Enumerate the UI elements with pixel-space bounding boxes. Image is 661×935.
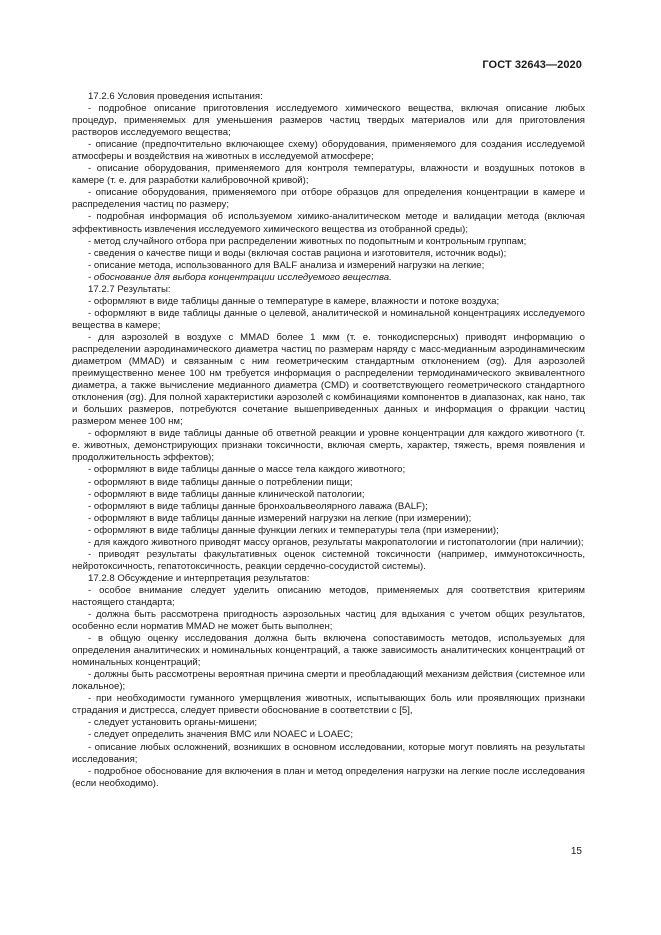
paragraph: - оформляют в виде таблицы данные о целевой, аналитической и номинальной концентрациях исследуемого вещества в камере; (72, 307, 585, 331)
paragraph: - метод случайного отбора при распределении животных по подопытным и контрольным группам; (88, 235, 527, 247)
paragraph: - оформляют в виде таблицы данные измерений нагрузки на легкие (при измерении); (88, 512, 472, 524)
paragraph: - описание оборудования, применяемого при отборе образцов для определения концентрации в камере и распределения частиц по размеру; (72, 187, 585, 211)
paragraph: - для каждого животного приводят массу органов, результаты макропатологии и гистопатологии (при наличии); (88, 536, 584, 548)
paragraph: - приводят результаты факультативных оценок системной токсичности (например, иммунотоксичность, нейротоксичность, гепатотоксичность, реакции сердечно-сосудистой системы). (72, 548, 585, 572)
paragraph: - оформляют в виде таблицы данные о температуре в камере, влажности и потоке воздуха; (88, 295, 500, 307)
paragraph: - оформляют в виде таблицы данные о потреблении пищи; (88, 476, 353, 488)
paragraph: - следует определить значения BMC или NOAEC и LOAEC; (88, 729, 353, 741)
paragraph: - подробная информация об используемом химико-аналитическом методе и валидации метода (включая эффективность извлечения исследуемого химического вещества из отобранной среды); (72, 211, 585, 235)
paragraph: - оформляют в виде таблицы данные о массе тела каждого животного; (88, 464, 406, 476)
standard-header: ГОСТ 32643—2020 (482, 59, 582, 71)
paragraph: - описание любых осложнений, возникших в основном исследовании, которые могут повлиять на результаты исследования; (72, 741, 585, 765)
body-text (72, 91, 585, 790)
paragraph: - для аэрозолей в воздухе с MMAD более 1 мкм (т. е. тонкодисперсных) приводят информацию о распределении аэродинамического диаметра частиц по размерам наряду с масс-медианным аэродинамическим диаметром (MMAD) и связанным с ним геометрическим стандартным отклонением (σg). Для аэрозолей преимущественно менее 100 нм требуется информация о распределении термодинамического эквивалентного диаметра, а также вычисление медианного диаметра (CMD) и соответствующего геометрического стандартного отклонения (σg). Для полной характеристики аэрозолей с комбинациями компонентов в диапазонах, как нано, так и больших размеров, потребуются сочетание вышеприведенных данных и информация о фракции частиц размером менее 100 нм; (72, 331, 585, 428)
paragraph: - при необходимости гуманного умерщвления животных, испытывающих боль или проявляющих признаки страдания и дистресса, следует привести обоснование в соответствии с [5], (72, 693, 585, 717)
paragraph: - оформляют в виде таблицы данные бронхоальвеолярного лаважа (BALF); (88, 500, 428, 512)
page-number: 15 (570, 846, 582, 857)
paragraph: - в общую оценку исследования должна быть включена сопоставимость методов, используемых для определения аналитических и номинальных концентраций, а также зависимость аналитических концентраций от номинальных концентраций; (72, 633, 585, 669)
paragraph: - оформляют в виде таблицы данные клинической патологии; (88, 488, 365, 500)
paragraph: 17.2.7 Результаты: (88, 283, 171, 295)
paragraph: - подробное описание приготовления исследуемого химического вещества, включая описание любых процедур, применяемых для уменьшения размеров частиц твердых материалов или для приготовления растворов исследуемого вещества; (72, 103, 585, 139)
paragraph: - описание оборудования, применяемого для контроля температуры, влажности и воздушных потоков в камере (т. е. для разработки калибровочной кривой); (72, 163, 585, 187)
paragraph: 17.2.8 Обсуждение и интерпретация результатов: (88, 572, 310, 584)
paragraph: 17.2.6 Условия проведения испытания: (88, 91, 263, 102)
paragraph: - должны быть рассмотрены вероятная причина смерти и преобладающий механизм действия (системное или локальное); (72, 669, 585, 693)
paragraph: - следует установить органы-мишени; (88, 717, 257, 729)
paragraph: - подробное обоснование для включения в план и метод определения нагрузки на легкие после исследования (если необходимо). (72, 765, 585, 789)
paragraph: - должна быть рассмотрена пригодность аэрозольных частиц для вдыхания с учетом общих результатов, особенно если норматив MMAD не может быть выполнен; (72, 609, 585, 633)
paragraph: - особое внимание следует уделить описанию методов, применяемых для соответствия критериям настоящего стандарта; (72, 584, 585, 608)
paragraph: - оформляют в виде таблицы данные функции легких и температуры тела (при измерении); (88, 524, 499, 536)
paragraph: - сведения о качестве пищи и воды (включая состав рациона и изготовителя, источник воды); (88, 247, 507, 259)
paragraph: - оформляют в виде таблицы данные об ответной реакции и уровне концентрации для каждого животного (т. е. животных, демонстрирующих признаки токсичности, включая смерть, характер, тяжесть, время появления и продолжительность эффектов); (72, 428, 585, 464)
paragraph: - описание (предпочтительно включающее схему) оборудования, применяемого для создания исследуемой атмосферы и воздействия на животных в исследуемой атмосфере; (72, 139, 585, 163)
paragraph: - описание метода, использованного для BALF анализа и измерений нагрузки на легкие; (88, 259, 485, 271)
paragraph: - обоснование для выбора концентрации исследуемого вещества. (88, 271, 392, 283)
